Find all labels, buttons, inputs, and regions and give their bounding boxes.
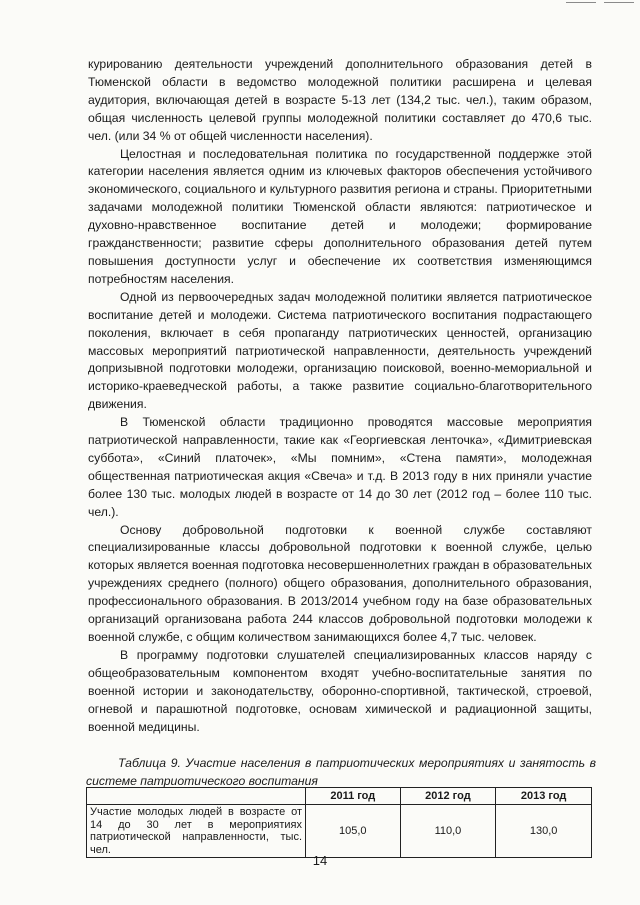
table-header-cell bbox=[87, 788, 306, 805]
paragraph: Целостная и последовательная политика по государственной поддержке этой категории населения является одним из ключевых факторов обеспечения устойчивого экономического, социального и культурного развития региона и страны. Приоритетными задачами молодежной политики Тюменской области являются: патриотическое и духовно-нравственное воспитание детей и молодежи; формирование гражданственности; развитие сферы дополнительного образования детей путем повышения доступности услуг и обеспечение их соответствия изменяющимся потребностям населения. bbox=[88, 146, 592, 286]
table-caption: Таблица 9. Участие населения в патриотических мероприятиях и занятость в системе патриотического воспитания bbox=[86, 756, 596, 788]
table-header-cell: 2013 год bbox=[496, 788, 592, 805]
table-row bbox=[87, 805, 592, 858]
table-cell: 105,0 bbox=[306, 805, 401, 858]
table-row-label: Участие молодых людей в возрасте от 14 до 30 лет в мероприятиях патриотической направленности, тыс. чел. bbox=[87, 805, 306, 858]
scan-mark bbox=[604, 2, 634, 3]
page-number: 14 bbox=[312, 853, 328, 868]
data-table bbox=[86, 787, 592, 858]
table-header-cell: 2012 год bbox=[400, 788, 496, 805]
scan-edge-marks bbox=[0, 0, 640, 6]
table-header-cell: 2011 год bbox=[306, 788, 401, 805]
table-cell: 110,0 bbox=[400, 805, 496, 858]
table-cell: 130,0 bbox=[496, 805, 592, 858]
scan-mark bbox=[566, 2, 596, 3]
paragraph: В Тюменской области традиционно проводятся массовые мероприятия патриотической направленности, такие как «Георгиевская ленточка», «Димитриевская суббота», «Синий платочек», «Мы помним», «Стена памяти», молодежная общественная патриотическая акция «Свеча» и т.д. В 2013 году в них приняли участие более 130 тыс. молодых людей в возрасте от 14 до 30 лет (2012 год – более 110 тыс. чел.). bbox=[88, 415, 592, 519]
body-text bbox=[88, 56, 592, 736]
paragraph: Одной из первоочередных задач молодежной политики является патриотическое воспитание детей и молодежи. Система патриотического воспитания подрастающего поколения, включает в себя пропаганду патриотических ценностей, организацию массовых мероприятий патриотической направленности, деятельность учреждений допризывной подготовки молодежи, организацию поисковой, военно-мемориальной и историко-краеведческой работы, а также развитие социально-благотворительного движения. bbox=[88, 289, 592, 412]
table-header-row bbox=[87, 788, 592, 805]
paragraph: курированию деятельности учреждений дополнительного образования детей в Тюменской области в ведомство молодежной политики расширена и целевая аудитория, включающая детей в возрасте 5-13 лет (134,2 тыс. чел.), таким образом, общая численность целевой группы молодежной политики составляет до 470,6 тыс. чел. (или 34 % от общей численности населения). bbox=[88, 57, 592, 143]
paragraph: В программу подготовки слушателей специализированных классов наряду с общеобразовательным компонентом входят учебно-воспитательные занятия по военной истории и законодательству, оборонно-спортивной, тактической, строевой, огневой и парашютной подготовке, основам химической и радиационной защиты, военной медицины. bbox=[88, 647, 592, 734]
paragraph: Основу добровольной подготовки к военной службе составляют специализированные классы добровольной подготовки к военной службе, целью которых является военная подготовка несовершеннолетних граждан в образовательных учреждениях среднего (полного) общего образования, дополнительного образования, профессионального образования. В 2013/2014 учебном году на базе образовательных организаций организована работа 244 классов добровольной подготовки молодежи к военной службе, с общим количеством занимающихся более 4,7 тыс. человек. bbox=[88, 522, 592, 644]
